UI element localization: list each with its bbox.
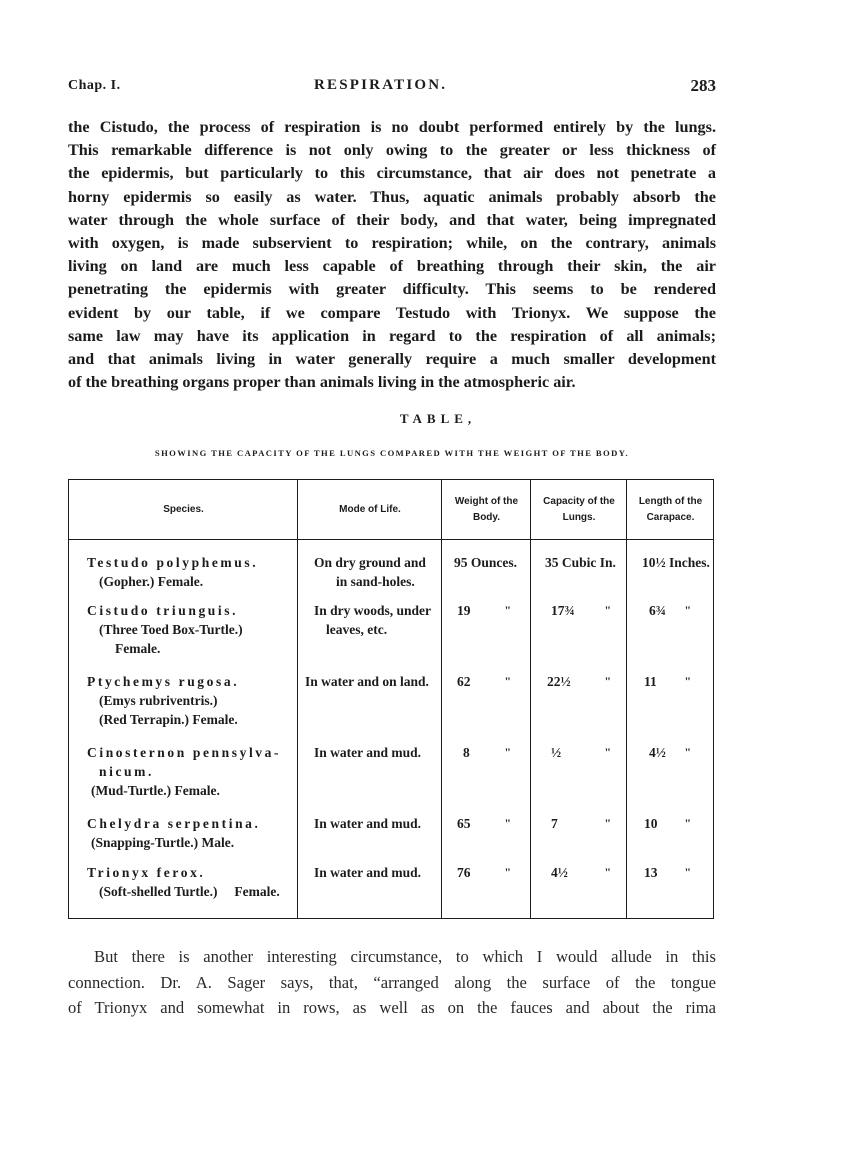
species-name: Trionyx ferox.	[87, 865, 206, 880]
species-cell	[87, 863, 297, 901]
column-header-weight: Weight of the Body.	[454, 495, 519, 523]
text-line: evident by our table, if we compare Testudo with Trionyx. We suppose the	[68, 303, 716, 322]
body-paragraph-1	[68, 116, 716, 394]
text-line: penetrating the epidermis with greater difficulty. This seems to be rendered	[68, 280, 716, 299]
species-name: Testudo polyphemus.	[87, 555, 259, 570]
text-line: connection. Dr. A. Sager says, that, “arranged along the surface of the tongue	[68, 972, 716, 992]
length-cell: 10½ Inches.	[642, 555, 710, 570]
table-subtitle: SHOWING THE CAPACITY OF THE LUNGS COMPARED WITH THE WEIGHT OF THE BODY.	[154, 448, 630, 458]
running-title: RESPIRATION.	[314, 77, 448, 93]
species-name: Cinosternon pennsylva-	[87, 745, 282, 760]
capacity-cell: 35 Cubic In.	[545, 555, 616, 570]
column-header-species: Species.	[163, 503, 204, 515]
species-note: (Snapping-Turtle.) Male.	[91, 835, 235, 850]
text-line: and that animals living in water generally require a much smaller development	[68, 350, 716, 369]
mode-cell: In water and on land.	[305, 674, 429, 689]
capacity-cell: ½ "	[551, 745, 611, 760]
capacity-cell: 4½ "	[551, 865, 611, 880]
text-line: with oxygen, is made subservient to respiration; while, on the contrary, animals	[68, 234, 716, 253]
lung-capacity-table	[68, 479, 714, 919]
species-note: (Red Terrapin.) Female.	[99, 712, 238, 727]
text-line: the Cistudo, the process of respiration is no doubt performed entirely by the lungs.	[68, 118, 716, 136]
species-name: Cistudo triunguis.	[87, 603, 239, 618]
species-note: (Three Toed Box-Turtle.)	[99, 622, 243, 637]
species-cell	[87, 814, 297, 852]
length-cell: 6¾ "	[649, 603, 691, 618]
column-divider	[626, 480, 627, 918]
body-paragraph-2	[68, 944, 716, 1021]
column-header-length: Length of the Carapace.	[638, 495, 703, 523]
weight-cell: 8 "	[463, 745, 511, 760]
text-line: This remarkable difference is not only owing to the greater or less thickness of	[68, 141, 716, 160]
mode-cell: In dry woods, under leaves, etc.	[314, 603, 432, 637]
table-title: TABLE,	[399, 411, 477, 426]
mode-cell: On dry ground and in sand-holes.	[314, 555, 426, 589]
length-cell: 13 "	[644, 865, 691, 880]
text-line: the epidermis, but particularly to this circumstance, that air does not penetrate a	[68, 164, 716, 183]
weight-cell: 65 "	[457, 816, 511, 831]
mode-cell: In water and mud.	[314, 745, 422, 760]
weight-cell: 76 "	[457, 865, 511, 880]
species-name-continued: nicum.	[99, 764, 154, 779]
mode-cell: In water and mud.	[314, 865, 422, 880]
weight-cell: 19 "	[457, 603, 511, 618]
mode-cell: In water and mud.	[314, 816, 422, 831]
page-number: 283	[690, 76, 716, 95]
column-header-capacity: Capacity of the Lungs.	[543, 495, 615, 523]
column-header-mode: Mode of Life.	[339, 503, 401, 515]
species-cell	[87, 743, 297, 800]
species-cell	[87, 601, 297, 658]
text-line: of the breathing organs proper than animals living in the atmospheric air.	[68, 373, 576, 392]
length-cell: 10 "	[644, 816, 691, 831]
capacity-cell: 17¾ "	[551, 603, 611, 618]
length-cell: 11 "	[644, 674, 691, 689]
species-cell	[87, 672, 297, 729]
header-divider	[69, 539, 713, 540]
species-note: (Emys rubriventris.)	[99, 693, 218, 708]
text-line: of Trionyx and somewhat in rows, as well as on the fauces and about the rima	[68, 998, 716, 1017]
species-note: (Mud-Turtle.) Female.	[91, 783, 220, 798]
species-note: Female.	[115, 641, 161, 656]
species-note: (Soft-shelled Turtle.) Female.	[99, 884, 280, 899]
text-line: horny epidermis so easily as water. Thus, aquatic animals probably absorb the	[68, 187, 716, 206]
running-header	[68, 76, 718, 98]
column-divider	[297, 480, 298, 918]
species-name: Chelydra serpentina.	[87, 816, 261, 831]
text-line: water through the whole surface of their body, and that water, being impregnated	[68, 210, 716, 229]
weight-cell: 95 Ounces.	[454, 555, 518, 570]
text-line: living on land are much less capable of breathing through their skin, the air	[68, 257, 716, 276]
chapter-label: Chap. I.	[68, 78, 121, 93]
length-cell: 4½ "	[649, 745, 691, 760]
species-name: Ptychemys rugosa.	[87, 674, 240, 689]
column-divider	[441, 480, 442, 918]
text-line: But there is another interesting circumstance, to which I would allude in this	[94, 947, 716, 966]
capacity-cell: 22½ "	[547, 674, 611, 689]
weight-cell: 62 "	[457, 674, 511, 689]
species-note: (Gopher.) Female.	[99, 574, 204, 589]
capacity-cell: 7 "	[551, 816, 611, 831]
text-line: same law may have its application in regard to the respiration of all animals;	[68, 326, 716, 345]
column-divider	[530, 480, 531, 918]
species-cell	[87, 553, 297, 591]
